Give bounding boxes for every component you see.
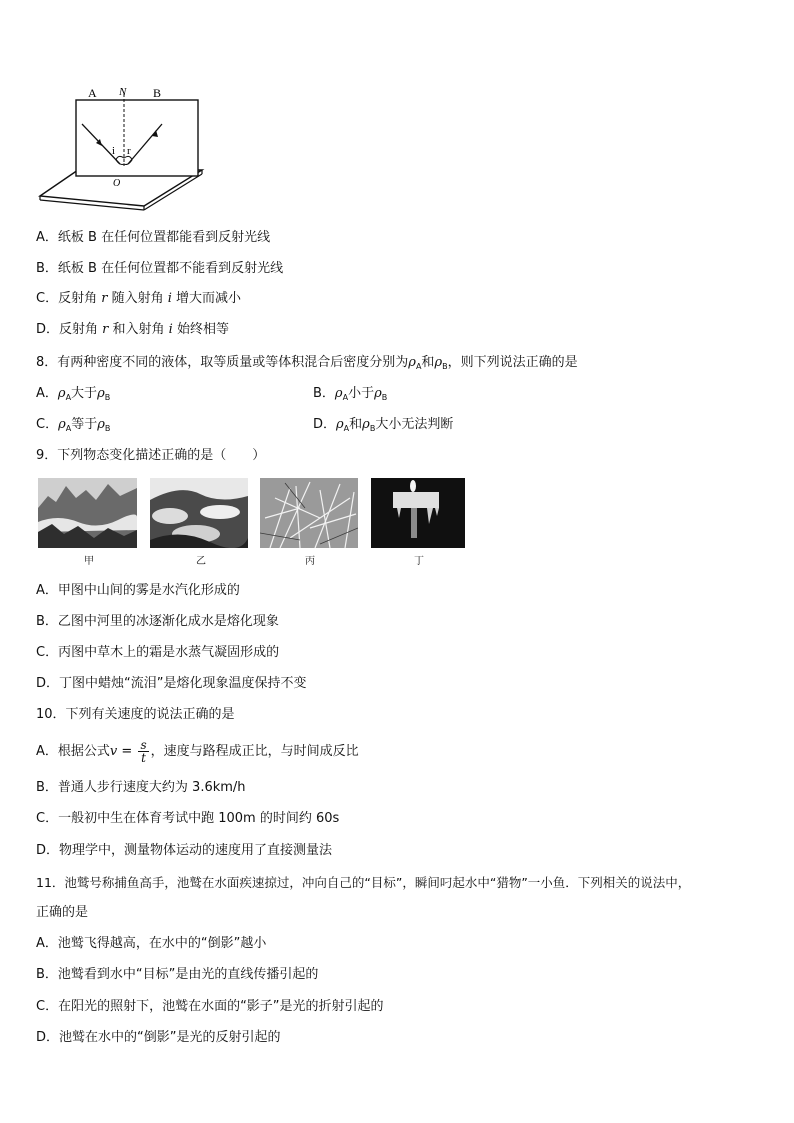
caption-yi: 乙 [196, 556, 206, 567]
q11-option-b: B．池鹫看到水中“目标”是由光的直线传播引起的 [36, 967, 319, 982]
q9-stem: 9．下列物态变化描述正确的是（ ） [36, 448, 266, 463]
q11-stem-line2: 正确的是 [36, 905, 89, 920]
q10-option-d: D．物理学中，测量物体运动的速度用了直接测量法 [36, 843, 333, 858]
cardboard-panel [76, 100, 198, 176]
q11-stem-line1: 11．池鹫号称捕鱼高手，池鹫在水面疾速掠过，冲向自己的“目标”，瞬间叼起水中“猎物”一小鱼．下列相关的说法中， [36, 875, 691, 890]
q7-option-b: B．纸板 B 在任何位置都不能看到反射光线 [36, 261, 284, 276]
label-r: r [127, 145, 131, 157]
q10-option-a: A．根据公式v = $\frac{s}{t}$ ，速度与路程成正比，与时间成反比 [36, 738, 359, 765]
photo-frost-plants [260, 478, 358, 548]
q9-option-b: B．乙图中河里的冰逐渐化成水是熔化现象 [36, 614, 279, 629]
q8-option-d: D．$\rho_A$和$\rho_B$大小无法判断 [313, 417, 454, 433]
q8-option-b: B．$\rho_A$小于$\rho_B$ [313, 386, 388, 402]
speed-formula-fraction: $\frac{s}{t}$ [140, 738, 147, 765]
q10-option-b: B．普通人步行速度大约为 3.6km/h [36, 780, 246, 795]
caption-jia: 甲 [84, 556, 94, 567]
label-a: A [88, 86, 97, 100]
q9-option-c: C．丙图中草木上的霜是水蒸气凝固形成的 [36, 645, 280, 660]
label-b: B [153, 86, 162, 100]
q8-option-a: A．$\rho_A$大于$\rho_B$ [36, 386, 111, 402]
photo-melting-river [150, 478, 248, 548]
q10-option-c: C．一般初中生在体育考试中跑 100m 的时间约 60s [36, 811, 340, 826]
q8-stem: 8．有两种密度不同的液体，取等质量或等体积混合后密度分别为$\rho_A$和$\rho_B$，则下列说法正确的是 [36, 355, 578, 371]
photo-candle [371, 478, 465, 548]
q7-option-c: C．反射角 r 随入射角 i 增大而减小 [36, 291, 242, 306]
photo-fog-mountains [38, 478, 137, 548]
q11-option-d: D．池鹫在水中的“倒影”是光的反射引起的 [36, 1030, 281, 1045]
label-n: N [119, 86, 127, 98]
q11-option-c: C．在阳光的照射下，池鹫在水面的“影子”是光的折射引起的 [36, 999, 384, 1014]
q7-option-d: D．反射角 r 和入射角 i 始终相等 [36, 322, 229, 337]
caption-bing: 丙 [305, 556, 315, 567]
caption-ding: 丁 [414, 556, 424, 567]
q10-stem: 10．下列有关速度的说法正确的是 [36, 707, 235, 722]
reflection-diagram [36, 84, 216, 214]
q9-option-d: D．丁图中蜡烛“流泪”是熔化现象温度保持不变 [36, 676, 307, 691]
q7-option-a: A．纸板 B 在任何位置都能看到反射光线 [36, 230, 271, 245]
q11-option-a: A．池鹫飞得越高，在水中的“倒影”越小 [36, 936, 267, 951]
q8-option-c: C．$\rho_A$等于$\rho_B$ [36, 417, 111, 433]
label-i: i [112, 145, 116, 157]
q9-option-a: A．甲图中山间的雾是水汽化形成的 [36, 583, 240, 598]
label-o: O [113, 178, 121, 189]
